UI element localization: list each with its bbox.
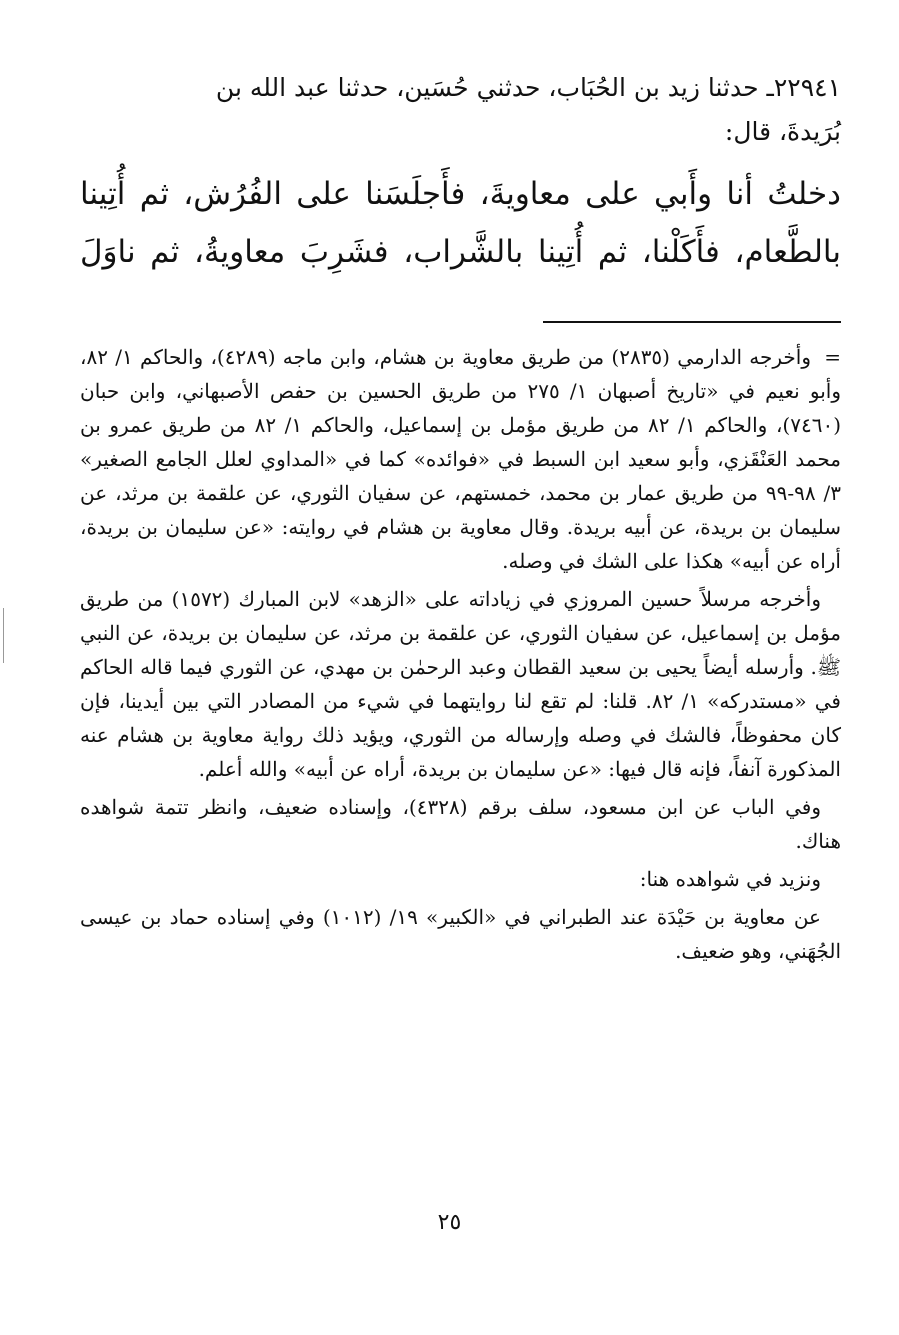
hadith-isnad bbox=[80, 66, 841, 154]
isnad-line-2: بُرَيدةَ، قال: bbox=[724, 117, 841, 146]
footnote-paragraph: وأخرجه مرسلاً حسين المروزي في زياداته على «الزهد» لابن المبارك (١٥٧٢) من طريق مؤمل بن إسماعيل، عن سفيان الثوري، عن علقمة بن مرثد، عن سليمان بن بريدة، عن النبي ﷺ. وأرسله أيضاً يحيى بن سعيد القطان وعبد الرحمٰن بن مهدي، عن الثوري فيما قاله الحاكم في «مستدركه» ١/ ٨٢. قلنا: لم تقع لنا روايتهما في شيء من المصادر التي بين أيدينا، فإن كان محفوظاً، فالشك في وصله وإرساله من الثوري، ويؤيد ذلك رواية معاوية بن هشام عنه المذكورة آنفاً، فإنه قال فيها: «عن سليمان بن بريدة، أراه عن أبيه» والله أعلم. bbox=[80, 587, 841, 781]
continuation-mark: = bbox=[824, 345, 842, 369]
footnote-paragraph: وفي الباب عن ابن مسعود، سلف برقم (٤٣٢٨)، وإسناده ضعيف، وانظر تتمة شواهده هناك. bbox=[80, 795, 841, 853]
matn-line-2: بالطَّعام، فأَكَلْنا، ثم أُتِينا بالشَّراب، فشَرِبَ معاويةُ، ثم ناوَلَ bbox=[80, 234, 841, 270]
matn-line-1: دخلتُ أنا وأَبي على معاويةَ، فأَجلَسَنا على الفُرُش، ثم أُتِينا bbox=[80, 176, 841, 212]
page-number: ٢٥ bbox=[437, 1210, 462, 1235]
footnote-text: وأخرجه الدارمي (٢٨٣٥) من طريق معاوية بن هشام، وابن ماجه (٤٢٨٩)، والحاكم ١/ ٨٢، وأبو نعيم في «تاريخ أصبهان ١/ ٢٧٥ من طريق الحسين بن حفص الأصبهاني، وابن حبان (٧٤٦٠)، والحاكم ١/ ٨٢ من طريق مؤمل بن إسماعيل، والحاكم ١/ ٨٢ من طريق عمرو بن محمد العَنْقَزي، وأبو سعيد ابن السبط في «فوائده» كما في «المداوي لعلل الجامع الصغير» ٣/ ٩٨-٩٩ من طريق عمار بن محمد، خمستهم، عن سفيان الثوري، عن علقمة بن مرثد، عن سليمان بن بريدة، عن أبيه بريدة. وقال معاوية بن هشام في روايته: «عن سليمان بن بريدة، أراه عن أبيه» هكذا على الشك في وصله. bbox=[80, 345, 841, 573]
scan-edge-mark bbox=[3, 608, 4, 663]
footnote-paragraph: ونزيد في شواهده هنا: bbox=[639, 867, 821, 891]
footnote-paragraph bbox=[80, 340, 841, 578]
hadith-matn bbox=[80, 165, 841, 281]
footnotes bbox=[80, 340, 841, 972]
isnad-line-1: ٢٢٩٤١ـ حدثنا زيد بن الحُبَاب، حدثني حُسَين، حدثنا عبد الله بن bbox=[215, 73, 841, 102]
footnote-separator bbox=[543, 321, 841, 323]
footnote-paragraph: عن معاوية بن حَيْدَة عند الطبراني في «الكبير» ١٩/ (١٠١٢) وفي إسناده حماد بن عيسى الجُهَني، وهو ضعيف. bbox=[80, 905, 841, 963]
